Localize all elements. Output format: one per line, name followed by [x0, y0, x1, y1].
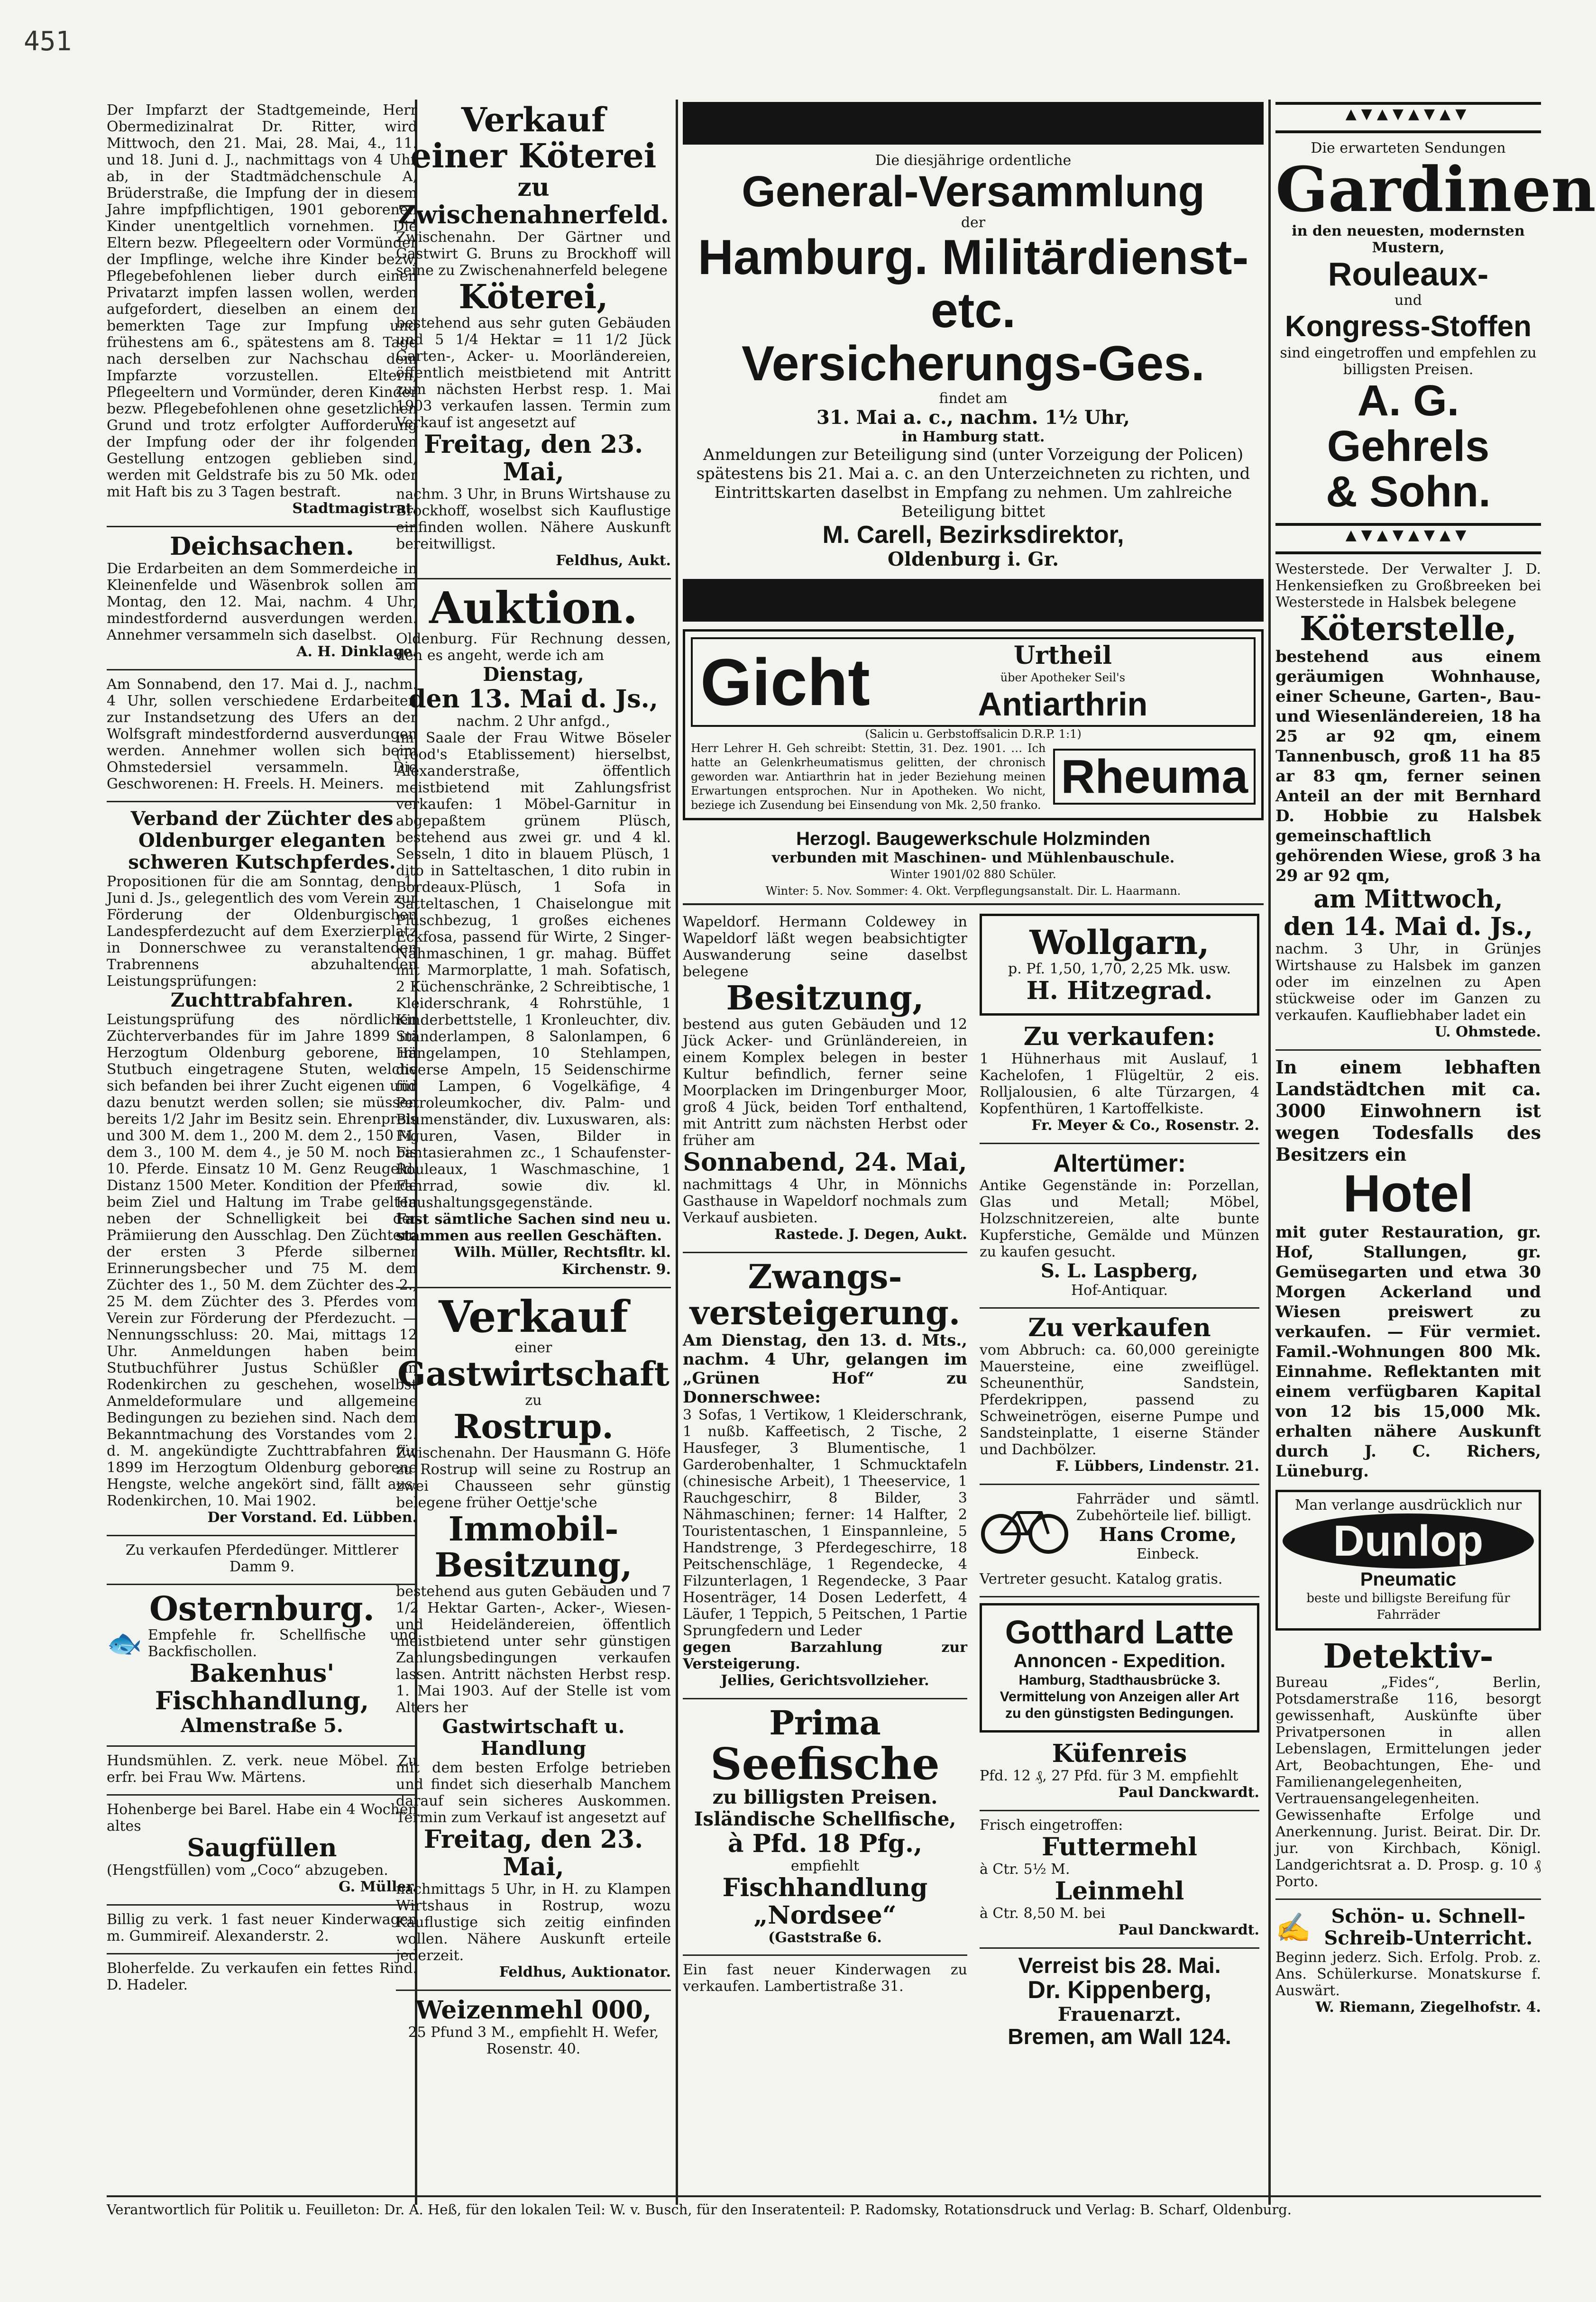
ad-detektiv [1275, 1638, 1541, 1890]
ad-title: Gicht [700, 644, 870, 719]
column-3 [683, 102, 1264, 2200]
ad-duenger: Zu verkaufen Pferdedünger. Mittlerer Damm 9. [125, 1542, 399, 1575]
ad-title: einer [514, 1339, 552, 1356]
ad-note: (Salicin u. Gerbstoffsalicin D.R.P. 1:1) [865, 727, 1082, 741]
ad-title: versteigerung. [689, 1293, 961, 1332]
ad-headline: Gastwirtschaft u. Handlung [442, 1715, 625, 1760]
ad-text: beste und billigste Bereifung für Fahrräder [1306, 1591, 1510, 1622]
ad-impfung [107, 102, 417, 517]
ad-firm: Hamburg. Militärdienst- etc. [697, 230, 1249, 338]
ad-text: bestehend aus guten Gebäuden und 7 1/2 Hektar Garten-, Acker-, Wiesen- und Heideländereien, öffentlich meistbietend unter sehr günstigen Zahlungsbedingungen verkaufen lassen. Antritt nächsten Herbst resp. 1. Mai 1903. Auf der Stelle ist vom Alters her [396, 1583, 671, 1716]
ad-headline: Besitzung, [726, 978, 924, 1018]
ad-date: Freitag, den 23. Mai, [423, 1825, 643, 1881]
ad-date: Sonnabend, 24. Mai, [683, 1148, 967, 1177]
ad-text: Fast sämtliche Sachen sind neu u. stammen aus reellen Geschäften. [396, 1211, 671, 1244]
ad-text: Vermittelung von Anzeigen aller Art zu den günstigsten Bedingungen. [1000, 1689, 1239, 1721]
ad-text: Beginn jederz. Sich. Erfolg. Prob. z. Ans. Schülerkurse. Monatskurse f. Auswärt. [1275, 1949, 1541, 1999]
ad-title: Gardinen [1275, 153, 1596, 226]
ad-product: Antiarthrin [978, 686, 1148, 723]
ad-title: Prima [769, 1703, 881, 1743]
ad-text: Antike Gegenstände in: Porzellan, Glas und Metall; Möbel, Holzschnitzereien, alte bunte Kupferstiche, Gemälde und Münzen zu kaufen gesucht. [980, 1177, 1259, 1260]
ad-note: Vertreter gesucht. Katalog gratis. [980, 1571, 1223, 1587]
ad-title: Rostrup. [453, 1407, 614, 1446]
ad-text: Fahrräder und sämtl. Zubehörteile lief. billigt. [1076, 1491, 1259, 1524]
fish-icon: 🐟 [107, 1627, 142, 1660]
divider [107, 1584, 417, 1585]
black-banner [683, 579, 1264, 622]
ad-signature: Stadtmagistrat. [292, 500, 417, 517]
ad-signature: Feldhus, Aukt. [556, 552, 671, 569]
ad-title: Küfenreis [1052, 1739, 1187, 1768]
ad-wapeldorf [683, 914, 967, 1243]
ad-signature: Feldhus, Auktionator. [499, 1964, 671, 1981]
ad-text: Leistungsprüfung des nördlichen Züchterverbandes für im Jahre 1899 im Herzogtum Oldenburg geborene, im Stutbuch eingetragene Stuten, welche sich befanden bei ihrer Zucht eigenen und dazu benutzt werden sollen; sie müssen bereits 1/2 Jahr im Besitz sein. Ehrenpreis und 300 M. dem 1., 200 M. dem 2., 150 M. dem 3., 100 M. dem 4., je 50 M. noch bis 10. Pferde. Einsatz 10 M. Genz Reugeld. Distanz 1500 Meter. Kondition der Pferde beim Ziel und Haltung im Trabe gelten neben der Schnelligkeit bei der Prämiierung den Ausschlag. Den Züchtern der ersten 3 Pferde silberner Erinnerungsbecher und 75 M. dem Züchter des 1., 50 M. dem Züchter des 2., 25 M. dem Züchter des 3. Pferdes vom Verein zur Förderung der Pferdezucht. — Nennungsschluss: 20. Mai, mittags 12 Uhr. Anmeldungen haben beim Stutbuchführer Justus Schüßler in Rodenkirchen zu geschehen, woselbst Anmeldeformulare und allgemeine Bedingungen zu beziehen sind. Nach dem Bekanntmachung des Vorstandes vom 2. d. M. angekündigte Zuchttrabfahren für 1899 im Herzogtum Oldenburg geborene Hengste, welche angekört sind, fällt aus. Rodenkirchen, 10. Mai 1902. [107, 1011, 417, 1509]
ad-text: 25 Pfund 3 M., empfiehlt H. Wefer, Rosenstr. 40. [408, 2024, 659, 2057]
ad-text: Westerstede. Der Verwalter J. D. Henkensiefken zu Großbreeken bei Westerstede in Halsbek belegene [1275, 561, 1541, 611]
ad-firm: Fischhandlung „Nordsee“ [722, 1873, 928, 1930]
divider [107, 1745, 417, 1747]
ad-headline: Köterstelle, [1299, 609, 1517, 648]
ad-firm: S. L. Laspberg, [1040, 1260, 1199, 1282]
ad-moebel: Hundsmühlen. Z. verk. neue Möbel. Zu erfr. bei Frau Ww. Märtens. [107, 1752, 417, 1786]
divider [107, 801, 417, 802]
ad-schreibunterricht [1275, 1906, 1541, 2016]
ad-zu-verkaufen-1 [980, 1023, 1259, 1134]
ad-signature: Der Vorstand. Ed. Lübben. [207, 1509, 417, 1526]
ad-name: Dr. Kippenberg, [1027, 1976, 1211, 2004]
ad-note: Winter 1901/02 880 Schüler. [890, 868, 1056, 881]
ad-signature: Paul Danckwardt. [1118, 1784, 1259, 1801]
ad-signature: U. Ohmstede. [1434, 1024, 1541, 1040]
ad-title: einer Köterei [410, 136, 657, 175]
ad-city: Einbeck. [1136, 1546, 1200, 1562]
ad-time: nachm. 2 Uhr anfgd., [457, 713, 610, 730]
ad-text: 1 Hühnerhaus mit Auslauf, 1 Kachelofen, 1 Flügeltür, 2 eis. Rolljalousien, 6 alte Türzargen, 4 Kopfenthüren, 1 Kartoffelkiste. [980, 1051, 1259, 1117]
ad-signature: M. Carell, Bezirksdirektor, [822, 521, 1124, 549]
divider [107, 1535, 417, 1536]
ad-text: empfiehlt [790, 1858, 860, 1874]
ad-futtermehl [980, 1817, 1259, 1939]
ad-date: den 13. Mai d. Js., [409, 685, 658, 714]
ornament-border: ▲▼▲▼▲▼▲▼ [1275, 523, 1541, 554]
ad-erdarbeiten [107, 676, 417, 792]
ad-title: Leinmehl [1055, 1877, 1184, 1906]
ad-text: Oldenburg. Für Rechnung dessen, den es angeht, werde ich am [396, 631, 671, 664]
ad-gotthard-latte [980, 1603, 1259, 1733]
ad-title: Auktion. [429, 582, 638, 633]
ad-kinderwagen: Billig zu verk. 1 fast neuer Kinderwagen m. Gummireif. Alexanderstr. 2. [107, 1911, 417, 1944]
ad-verband [107, 808, 417, 1526]
divider [683, 1698, 967, 1699]
ad-wollgarn [980, 914, 1259, 1016]
ad-place: in Hamburg statt. [901, 429, 1045, 445]
ad-gastwirtschaft [396, 1291, 671, 1981]
ad-text: Die erwarteten Sendungen [1311, 140, 1506, 156]
ad-title: General-Versammlung [742, 167, 1205, 216]
divider [1275, 1049, 1541, 1051]
ad-text: 3 Sofas, 1 Vertikow, 1 Kleiderschrank, 1 nußb. Kaffeetisch, 2 Tische, 2 Hausfeger, 3 Blumentische, 1 Garderobenhalter, 1 Schmucktafeln (chinesische Arbeit), 1 Theeservice, 1 Rauchgeschirr, 8 Bilder, 3 Nähmaschinen; ferner: 14 Halfter, 2 Touristentaschen, 1 Einspannleine, 5 Handstrenge, 3 Pferdegeschirre, 18 Peitschenschläge, 1 Regendecke, 4 Filzunterlagen, 1 Regendecke, 3 Paar Hosenträger, 14 Dosen Lederfett, 4 Läufer, 1 Teppich, 5 Peitschen, 1 Partie Sprungfedern und Leder [683, 1407, 967, 1639]
ad-koeterstelle [1275, 561, 1541, 1041]
ad-date: am Mittwoch, [1313, 885, 1503, 914]
divider [683, 1954, 967, 1956]
ad-text: findet am [939, 390, 1008, 407]
imprint-footer: Verantwortlich für Politik u. Feuilleton: Dr. A. Heß, für den lokalen Teil: W. v. Busch, für den Inseratenteil: P. Radomsky, Rotationsdruck und Verlag: B. Scharf, Oldenburg. [107, 2195, 1541, 2218]
ad-title: Schön- u. Schnell-Schreib-Unterricht. [1324, 1905, 1533, 1949]
ad-text: Frisch eingetroffen: [980, 1817, 1123, 1834]
ad-firm: & Sohn. [1326, 468, 1491, 516]
ad-text: Der Impfarzt der Stadtgemeinde, Herr Obermedizinalrat Dr. Ritter, wird Mittwoch, den 21. Mai, 28. Mai, 4., 11. und 18. Juni d. J., nachmittags von 4 Uhr ab, in der Stadtmädchenschule A, Brüderstraße, die Impfung der in diesem Jahre impfpflichtigen, 1901 geborenen Kinder unentgeltlich vornehmen. Die Eltern bezw. Pflegeeltern oder Vormünder der Impflinge, welche ihre Kinder bezw. Pflegebefohlenen lieber durch einen Privatarzt impfen lassen wollen, werden aufgefordert, dieselben an einem der bemerkten Tage zur Impfung und frühestens am 6., spätestens am 8. Tage nach derselben zur Nachschau dem Impfarzte vorzustellen. Eltern, Pflegeeltern und Vormünder, deren Kinder bezw. Pflegebefohlenen ohne gesetzlichen Grund und trotz erfolgter Aufforderung der Impfung oder der ihr folgenden Gestellung entzogen geblieben sind, werden mit Geldstrafe bis zu 50 Mk. oder mit Haft bis zu 3 Tagen bestraft. [107, 102, 417, 500]
ad-price: à Ctr. 5½ M. [980, 1861, 1070, 1878]
ad-price: à Pfd. 18 Pfg., [727, 1829, 923, 1858]
ad-saugfuellen [107, 1801, 417, 1896]
ad-signature: Rastede. J. Degen, Aukt. [774, 1226, 967, 1243]
ad-text: im Saale der Frau Witwe Böseler (Tood's Etablissement) hierselbst, Alexanderstraße, öffentlich meistbietend mit Zahlungsfrist verkaufen: 1 Möbel-Garnitur in abgepaßtem grünem Plüsch, bestehend aus zwei gr. und 4 kl. Sesseln, 1 dito in blauem Plüsch, 1 dito in Satteltaschen, 1 dito rubin in Bordeaux-Plüsch, 1 Sofa in Satteltaschen, 1 Chaiselongue mit Plüschbezug, 1 großes eichenes Eckfosa, passend für Wirte, 2 Singer-Nähmaschinen, 1 gr. mahag. Büffet mit Marmorplatte, 1 mah. Sofatisch, 2 Küchenschränke, 2 Schreibtische, 1 Kleiderschrank, 4 Rohrstühle, 1 Kinderbettstelle, 1 Kronleuchter, div. Ständerlampen, 8 Salonlampen, 6 Hängelampen, 10 Stehlampen, diverse Ampeln, 15 Seidenschirme für Lampen, 6 Vogelkäfige, 4 Petroleumkocher, div. Palm- und Blumenständer, div. Luxuswaren, als: Figuren, Vasen, Bilder in Fantasierahmen zc., 1 Schaufenster-Rouleaux, 1 Waschmaschine, 1 Fahrrad, sowie div. kl. Haushaltungsgegenstände. [396, 730, 671, 1211]
ad-text: p. Pf. 1,50, 1,70, 2,25 Mk. usw. [1008, 961, 1231, 977]
ad-subtitle: Frauenarzt. [1057, 2003, 1182, 2026]
ad-headline: Immobil-Besitzung, [434, 1509, 633, 1585]
page-number: 451 [24, 26, 72, 57]
ad-text: verbunden mit Maschinen- und Mühlenbauschule. [771, 850, 1175, 866]
column-1 [107, 102, 417, 2200]
ad-zwangsversteigerung [683, 1259, 967, 1689]
ad-price: à Ctr. 8,50 M. bei [980, 1905, 1106, 1922]
ad-text: Verreist bis 28. Mai. [1018, 1953, 1221, 1978]
ad-text: nachmittags 4 Uhr, in Mönnichs Gasthause in Wapeldorf nochmals zum Verkauf ausbieten. [683, 1176, 967, 1226]
ad-text: Zwischenahn. Der Hausmann G. Höfe zu Rostrup will seine zu Rostrup an zwei Chausseen sehr günstig belegene früher Oettje'sche [396, 1445, 671, 1511]
ad-bloherfelde: Bloherfelde. Zu verkaufen ein fettes Rind. D. Hadeler. [107, 1960, 417, 1993]
ad-city: Oldenburg i. Gr. [887, 548, 1059, 570]
ad-hotel [1275, 1056, 1541, 1481]
ad-address: Almenstraße 5. [181, 1715, 343, 1737]
ad-title: zu [525, 1392, 542, 1409]
ad-text: Empfehle fr. Schellfische und Backfischollen. [147, 1627, 417, 1660]
ad-text: in den neuesten, modernsten Mustern, [1292, 223, 1525, 256]
ad-title: Kongress-Stoffen [1284, 310, 1532, 343]
ad-text: nachmittags 5 Uhr, in H. zu Klampen Wirtshaus in Rostrup, wozu Kauflustige sich zeitig einfinden wollen. Nähere Auskunft erteile jederzeit. [396, 1881, 671, 1964]
divider [683, 1252, 967, 1253]
ad-logo: Dunlop [1283, 1513, 1534, 1568]
ad-title: Verkauf [439, 1291, 628, 1342]
ad-text: In einem lebhaften Landstädtchen mit ca. 3000 Einwohnern ist wegen Todesfalls des Besitzers ein [1275, 1056, 1541, 1165]
ad-title: Gotthard Latte [1005, 1614, 1234, 1651]
divider [396, 578, 671, 579]
ad-title: Seefische [710, 1738, 940, 1789]
ad-text: Bureau „Fides“, Berlin, Potsdamerstraße 116, besorgt gewissenhaft, Auskünfte über Privatpersonen in allen Lebenslagen, Ermittelungen jeder Art, Beobachtungen, Ehe- und Familienangelegenheiten, Vertrauensangelegenheiten. Gewissenhafte Erfolge und Anerkennung. Jurist. Beirat. Dir. Dr. jur. von Kirchbach, Königl. Landgerichtsrat a. D. Prosp. g. 10 ₰ Porto. [1275, 1674, 1541, 1890]
ad-text: bestehend aus einem geräumigen Wohnhause, einer Scheune, Garten-, Bau- und Wiesenländereien, 18 ha 25 ar 92 qm, einem Tannenbusch, groß 11 ha 85 ar 83 qm, ferner seinen Anteil an der mit Bernhard D. Hobbie zu Halsbek gemeinschaftlich gehörenden Wiese, groß 3 ha 29 ar 92 qm, [1275, 647, 1541, 885]
subcolumn-left [683, 914, 967, 2056]
ad-signature: Fr. Meyer & Co., Rosenstr. 2. [1031, 1117, 1259, 1134]
ad-signature: G. Müller. [339, 1879, 417, 1895]
ad-headline: Köterei, [459, 277, 608, 316]
ad-text: der [961, 214, 986, 231]
ad-product: Rheuma [1053, 749, 1256, 805]
ad-date: 31. Mai a. c., nachm. 1½ Uhr, [816, 406, 1130, 429]
ad-subtitle: Hof-Antiquar. [1071, 1282, 1168, 1299]
ad-subtitle: Urtheil [1013, 641, 1112, 670]
divider [107, 669, 417, 670]
ad-address: Bremen, am Wall 124. [1008, 2024, 1231, 2049]
ad-text: Propositionen für die am Sonntag, den 1. Juni d. Js., gelegentlich des vom Verein zur Förderung der Oldenburgischen Landespferdezucht auf dem Exerzierplatz in Donnerschwee zu veranstaltenden Trabrennens abzuhaltenden Leistungsprüfungen: [107, 873, 417, 990]
ad-firm: Bakenhus' Fischhandlung, [155, 1659, 369, 1715]
ad-signature: Paul Danckwardt. [1118, 1922, 1259, 1938]
ad-title: Detektiv- [1323, 1636, 1494, 1676]
ad-title: Verkauf [461, 100, 606, 139]
ad-text: Die diesjährige ordentliche [875, 152, 1072, 169]
ad-seefische [683, 1705, 967, 1946]
ad-text: nachm. 3 Uhr, in Grünjes Wirtshause zu Halsbek im ganzen oder im einzelnen zu Apen stückweise oder im Ganzen zu verkaufen. Kaufliebhaber ladet ein [1275, 941, 1541, 1024]
ad-subtitle: Pneumatic [1360, 1569, 1457, 1590]
divider [396, 1990, 671, 1991]
ad-title: Zu verkaufen [1028, 1313, 1211, 1342]
ad-signature: Wilh. Müller, Rechtsfltr. kl. Kirchenstr. 9. [454, 1244, 671, 1278]
divider [396, 1287, 671, 1288]
black-banner [683, 102, 1264, 145]
ad-text: Herr Lehrer H. Geh schreibt: Stettin, 31. Dez. 1901. … Ich hatte an Gelenkrheumatismus gelitten, der chronisch geworden war. Antiarthrin hat in jeder Beziehung meinen Erwartungen entsprochen. Nur in Apotheken. Wo nicht, beziege ich Zusendung bei Einsendung von Mk. 2,50 franko. [691, 742, 1046, 812]
column-2 [396, 102, 671, 2200]
ad-kippenberg [980, 1954, 1259, 2047]
ad-text: bestend aus guten Gebäuden und 12 Jück Acker- und Grünländereien, in einem Komplex belegen in bester Kultur befindlich, ferner seine Moorplacken im Dringenburger Moor, groß 4 Jück, beiden Torf enthaltend, mit Antritt zum nächsten Herbst oder früher am [683, 1016, 967, 1149]
ad-text: Die Erdarbeiten an dem Sommerdeiche in Kleinenfelde und Wäsenbrok sollen am Montag, den 12. Mai, nachm. 4 Uhr, mindestfordernd ausverdungen werden. Annehmer versammeln sich daselbst. [107, 560, 417, 643]
ad-text: Man verlange ausdrücklich nur [1294, 1497, 1522, 1513]
ad-text: zu billigsten Preisen. [712, 1786, 938, 1808]
ad-osternburg [107, 1591, 417, 1737]
divider [980, 1947, 1259, 1949]
ad-text: Isländische Schellfische, [694, 1808, 956, 1830]
ad-baugewerkschule [683, 828, 1264, 905]
ad-text: Am Dienstag, den 13. d. Mts., nachm. 4 Uhr, gelangen im „Grünen Hof“ zu Donnerschwee: [683, 1331, 967, 1407]
ad-text: mit guter Restauration, gr. Hof, Stallungen, gr. Gemüsegarten und etwa 30 Morgen Ackerland und Wiesen preiswert zu verkaufen. — Für vermiet. Famil.-Wohnungen 800 Mk. Einnahme. Reflektanten mit einem verfügbaren Kapital von 12 bis 15,000 Mk. erhalten nähere Auskunft durch J. C. Richers, Lüneburg. [1275, 1223, 1541, 1481]
ad-title: Saugfüllen [187, 1834, 337, 1862]
ad-title: Verband der Züchter des Oldenburger eleganten schweren Kutschpferdes. [128, 807, 396, 873]
ad-note: Winter: 5. Nov. Sommer: 4. Okt. Verpflegungsanstalt. Dir. L. Haarmann. [765, 884, 1181, 898]
ad-firm: Versicherungs-Ges. [742, 336, 1205, 391]
ad-title: Zu verkaufen: [1023, 1022, 1216, 1051]
column-rule [676, 100, 678, 2205]
ad-firm: H. Hitzegrad. [1026, 976, 1213, 1005]
ad-gardinen [1275, 140, 1596, 516]
ad-title: Zwangs- [748, 1257, 902, 1296]
ad-text: Am Sonnabend, den 17. Mai d. J., nachm. 4 Uhr, sollen verschiedene Erdarbeiten zur Instandsetzung des Ufers an der Wolfsgraft mindestfordernd ausverdungen werden. Annehmer wollen sich beim Ohmstedersiel versammeln. Die Geschworenen: H. Freels. H. Meiners. [107, 676, 417, 792]
ad-zu-verkaufen-2 [980, 1314, 1259, 1475]
ad-weizenmehl [396, 1997, 671, 2057]
ad-deichsachen [107, 533, 417, 660]
ad-text: Anmeldungen zur Beteiligung sind (unter Vorzeigung der Policen) spätestens bis 21. Mai a. c. an den Unterzeichneten zu richten, und Eintrittskarten daselbst in Empfang zu nehmen. Um zahlreiche Beteiligung bittet [696, 445, 1250, 521]
ornament-border: ▲▼▲▼▲▼▲▼ [1275, 102, 1541, 133]
ad-signature: F. Lübbers, Lindenstr. 21. [1055, 1458, 1259, 1475]
ad-title: Wollgarn, [1029, 923, 1210, 962]
ad-text: bestehend aus sehr guten Gebäuden und 5 1/4 Hektar = 11 1/2 Jück Garten-, Acker- u. Moorländereien, öffentlich meistbietend mit Antritt zum nächsten Herbst resp. 1. Mai 1903 verkaufen lassen. Termin zum Verkauf ist angesetzt auf [396, 315, 671, 431]
ad-title: Rouleaux- [1328, 256, 1489, 293]
ad-altertuemer [980, 1150, 1259, 1299]
divider [107, 526, 417, 527]
bicycle-icon [980, 1498, 1070, 1555]
divider [107, 1904, 417, 1906]
ad-signature: W. Riemann, Ziegelhofstr. 4. [1315, 1999, 1541, 2016]
ad-title: Herzogl. Baugewerkschule Holzminden [796, 828, 1150, 849]
ad-text: gegen Barzahlung zur Versteigerung. [683, 1639, 967, 1672]
ad-firm: Hans Crome, [1099, 1523, 1237, 1546]
column-4 [1275, 102, 1596, 2200]
ad-signature: A. H. Dinklage. [296, 643, 417, 660]
divider [980, 1810, 1259, 1811]
ad-day: Dienstag, [483, 663, 584, 686]
ad-title: Hotel [1343, 1165, 1474, 1223]
divider [980, 1484, 1259, 1485]
ad-title: Gastwirtschaft [397, 1354, 670, 1394]
ad-address: (Gaststraße 6. [768, 1929, 882, 1946]
ad-fahrraeder [980, 1491, 1259, 1562]
subcolumn-right [980, 914, 1259, 2056]
divider [1275, 1898, 1541, 1900]
divider [980, 1143, 1259, 1144]
ad-text: Wapeldorf. Hermann Coldewey in Wapeldorf läßt wegen beabsichtigter Auswanderung seine daselbst belegene [683, 914, 967, 980]
ad-subtitle: Annoncen - Expedition. [1013, 1651, 1226, 1671]
ad-text: sind eingetroffen und empfehlen zu billigsten Preisen. [1280, 345, 1537, 378]
ad-generalversammlung [683, 152, 1264, 570]
divider [980, 1307, 1259, 1309]
ad-title: Futtermehl [1042, 1833, 1197, 1862]
hand-writing-icon: ✍ [1275, 1911, 1311, 1944]
ad-subtitle: Zuchttrabfahren. [170, 989, 354, 1011]
ad-kuefenreis [980, 1740, 1259, 1801]
ad-signature: Jellies, Gerichtsvollzieher. [721, 1672, 929, 1689]
ad-koeterei [396, 102, 671, 569]
ad-text: und [1394, 292, 1422, 309]
ad-gicht [683, 629, 1264, 820]
ad-title: zu Zwischenahnerfeld. [398, 173, 669, 229]
ad-text: Zwischenahn. Der Gärtner und Gastwirt G. Bruns zu Brockhoff will seine zu Zwischenahnerfeld belegene [396, 229, 671, 279]
divider [980, 1596, 1259, 1597]
ad-kinderwagen-2: Ein fast neuer Kinderwagen zu verkaufen. Lambertistraße 31. [683, 1962, 967, 1995]
divider [107, 1953, 417, 1954]
ad-text: Hohenberge bei Barel. Habe ein 4 Wochen altes [107, 1801, 417, 1834]
ad-text: nachm. 3 Uhr, in Bruns Wirtshause zu Brockhoff, woselbst sich Kauflustige einfinden wollen. Nähere Auskunft bereitwilligst. [396, 486, 671, 552]
ad-text: über Apotheker Seil's [1000, 671, 1126, 684]
column-rule [1268, 100, 1271, 2205]
ad-text: Pfd. 12 ₰, 27 Pfd. für 3 M. empfiehlt [980, 1768, 1238, 1784]
ad-auktion [396, 582, 671, 1278]
ad-dunlop [1275, 1490, 1541, 1631]
ad-text: mit dem besten Erfolge betrieben und findet sich dieserhalb Manchem darauf sein sicheres Auskommen. Termin zum Verkauf ist angesetzt auf [396, 1760, 671, 1826]
ad-title: Altertümer: [1053, 1150, 1186, 1177]
ad-title: Osternburg. [149, 1589, 375, 1628]
ad-date: Freitag, den 23. Mai, [423, 430, 643, 486]
ad-address: Hamburg, Stadthausbrücke 3. [1018, 1672, 1220, 1688]
ad-title: Deichsachen. [170, 532, 354, 561]
ad-text: vom Abbruch: ca. 60,000 gereinigte Mauersteine, eine zweiflügel. Scheunenthür, Sandstein, Pferdekrippen, passend zu Schweinetrögen, eiserne Pumpe und Sandsteinplatte, 1 eiserne Ständer und Dachbölzer. [980, 1342, 1259, 1458]
ad-title: Weizenmehl 000, [415, 1996, 651, 2025]
ad-text: (Hengstfüllen) vom „Coco“ abzugeben. [107, 1862, 388, 1879]
divider [107, 1794, 417, 1796]
ad-firm: A. G. Gehrels [1327, 376, 1490, 470]
ad-date: den 14. Mai d. Js., [1284, 912, 1533, 941]
